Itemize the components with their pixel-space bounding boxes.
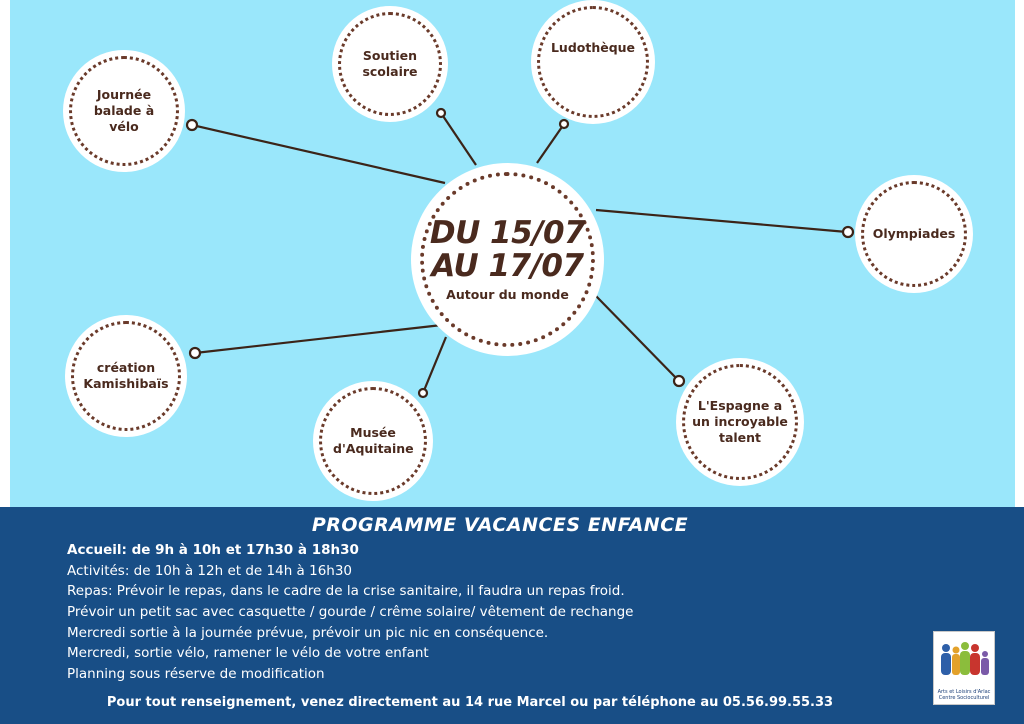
node-label: Ludothèque [550, 40, 636, 55]
logo-line1: Arts et Loisirs d'Arlac [937, 689, 991, 695]
info-line: Mercredi sortie à la journée prévue, prévoir un pic nic en conséquence. [67, 624, 549, 641]
programme-info [67, 540, 634, 685]
contact-footer: Pour tout renseignement, venez directement au 14 rue Marcel ou par téléphone au 05.56.99.55.33 [106, 695, 834, 710]
node-label: Journée balade à vélo [93, 87, 155, 134]
node-kamishibais [65, 315, 187, 437]
node-label: Olympiades [872, 226, 956, 241]
node-olympiades [855, 175, 973, 293]
info-line: Repas: Prévoir le repas, dans le cadre de la crise sanitaire, il faudra un repas froid. [67, 583, 625, 600]
info-line: Accueil: de 9h à 10h et 17h30 à 18h30 [67, 542, 359, 558]
node-espagne-talent [676, 358, 804, 486]
programme-title: PROGRAMME VACANCES ENFANCE [311, 514, 689, 536]
date-to: AU 17/07 [431, 248, 584, 284]
logo-line2: Centre Socioculturel [938, 695, 990, 701]
node-label: Soutien scolaire [362, 48, 418, 79]
node-label: création Kamishibaïs [83, 360, 169, 391]
node-ludotheque [531, 0, 655, 124]
info-line: Activités: de 10h à 12h et de 14h à 16h30 [67, 562, 353, 579]
center-content [430, 217, 585, 302]
date-from: DU 15/07 [429, 215, 586, 251]
node-musee-aquitaine [313, 381, 433, 501]
info-line: Planning sous réserve de modification [67, 666, 325, 683]
node-label: L'Espagne a un incroyable talent [692, 398, 788, 445]
node-soutien-scolaire [332, 6, 448, 122]
center-node [411, 163, 604, 356]
logo-figures-icon [934, 632, 994, 682]
info-line: Mercredi, sortie vélo, ramener le vélo de votre enfant [67, 645, 429, 662]
node-label: Musée d'Aquitaine [333, 425, 414, 456]
center-subtitle: Autour du monde [446, 287, 569, 302]
dotted-ring [537, 6, 649, 118]
info-line: Prévoir un petit sac avec casquette / gourde / crême solaire/ vêtement de rechange [67, 604, 634, 621]
logo-text [934, 689, 994, 701]
node-journee-velo [63, 50, 185, 172]
logo [933, 631, 995, 705]
